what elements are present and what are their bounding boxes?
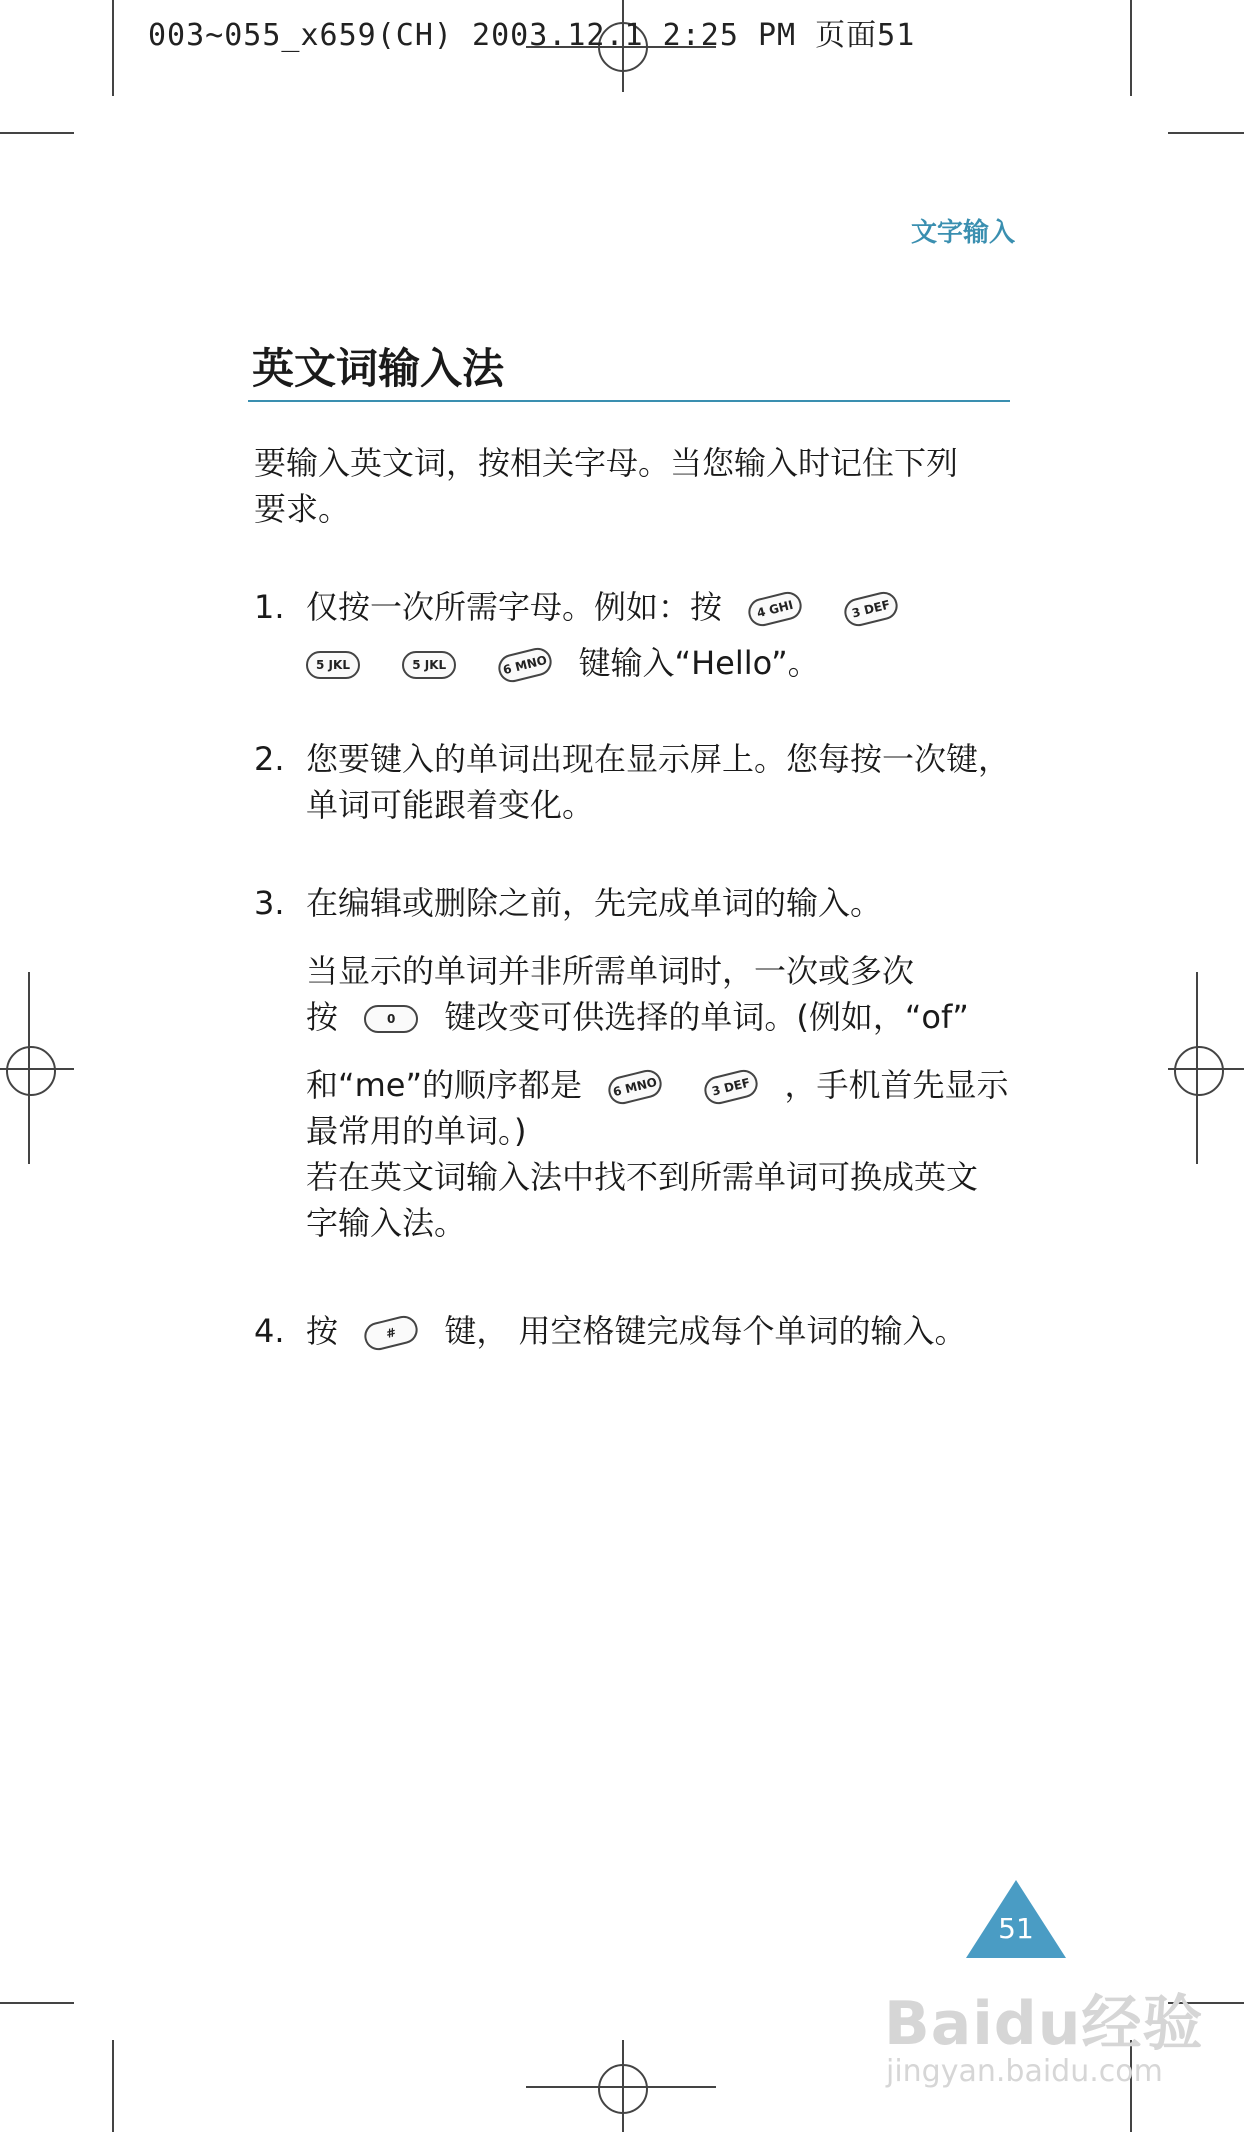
list-item [306,1308,1026,1354]
list-item-text: ，手机首先显示 [784,1066,1009,1104]
key-0-icon: 0 [364,1005,418,1033]
list-item-text: 仅按一次所需字母。例如：按 [306,588,723,626]
crop-mark [0,132,74,134]
list-item [306,880,1026,1246]
key-3-icon: 3 DEF [842,589,901,629]
registration-circle [1174,1046,1224,1096]
list-item-line [306,994,1026,1040]
list-item-line: 在编辑或删除之前，先完成单词的输入。 [306,884,883,922]
key-4-icon: 4 GHI [746,589,805,629]
list-item-text: 和“me”的顺序都是 [306,1066,583,1104]
crop-mark [1168,132,1244,134]
key-hash-icon: # [362,1313,421,1353]
list-item-text: 按 [306,998,339,1036]
intro-paragraph [254,440,1014,532]
list-item-text: 键， 用空格键完成每个单词的输入。 [444,1312,967,1350]
list-item-number: 2. [254,740,285,778]
heading-rule [248,400,1010,402]
list-item-line: 最常用的单词。) [306,1112,527,1150]
intro-line: 要输入英文词，按相关字母。当您输入时记住下列 [254,444,959,482]
key-6-icon: 6 MNO [496,645,555,685]
registration-circle [6,1046,56,1096]
page-number: 51 [998,1912,1034,1945]
list-item-line [306,1062,1026,1108]
crop-mark [112,2040,114,2132]
list-item-number: 3. [254,884,285,922]
key-5-icon: 5 JKL [402,651,456,679]
print-slug: 003~055_x659(CH) 2003.12.1 2:25 PM 页面51 [148,18,916,53]
list-item-line: 字输入法。 [306,1204,467,1242]
list-item-text: 键输入“Hello”。 [578,644,820,682]
key-5-icon: 5 JKL [306,651,360,679]
list-item-line: 您要键入的单词出现在显示屏上。您每按一次键， [306,740,1011,778]
list-item-line [306,584,1026,630]
list-item [306,584,1026,686]
intro-line: 要求。 [254,490,351,528]
registration-circle [598,2064,648,2114]
list-item-line: 若在英文词输入法中找不到所需单词可换成英文 [306,1158,979,1196]
list-item-number: 4. [254,1312,285,1350]
watermark-logo: Baidu经验 [884,1989,1204,2059]
crop-mark [0,2002,74,2004]
list-item-number: 1. [254,588,285,626]
crop-mark [112,0,114,96]
list-item [306,736,1026,828]
page-title: 英文词输入法 [252,344,505,393]
key-6-icon: 6 MNO [606,1067,665,1107]
key-3-icon: 3 DEF [702,1067,761,1107]
section-tab: 文字输入 [910,218,1015,248]
list-item-line: 单词可能跟着变化。 [306,786,595,824]
list-item-line: 当显示的单词并非所需单词时，一次或多次 [306,952,915,990]
list-item-line [306,640,1026,686]
crop-mark [1130,0,1132,96]
list-item-text: 按 [306,1312,339,1350]
watermark-url: jingyan.baidu.com [886,2054,1163,2089]
list-item-text: 键改变可供选择的单词。(例如，“of” [444,998,969,1036]
